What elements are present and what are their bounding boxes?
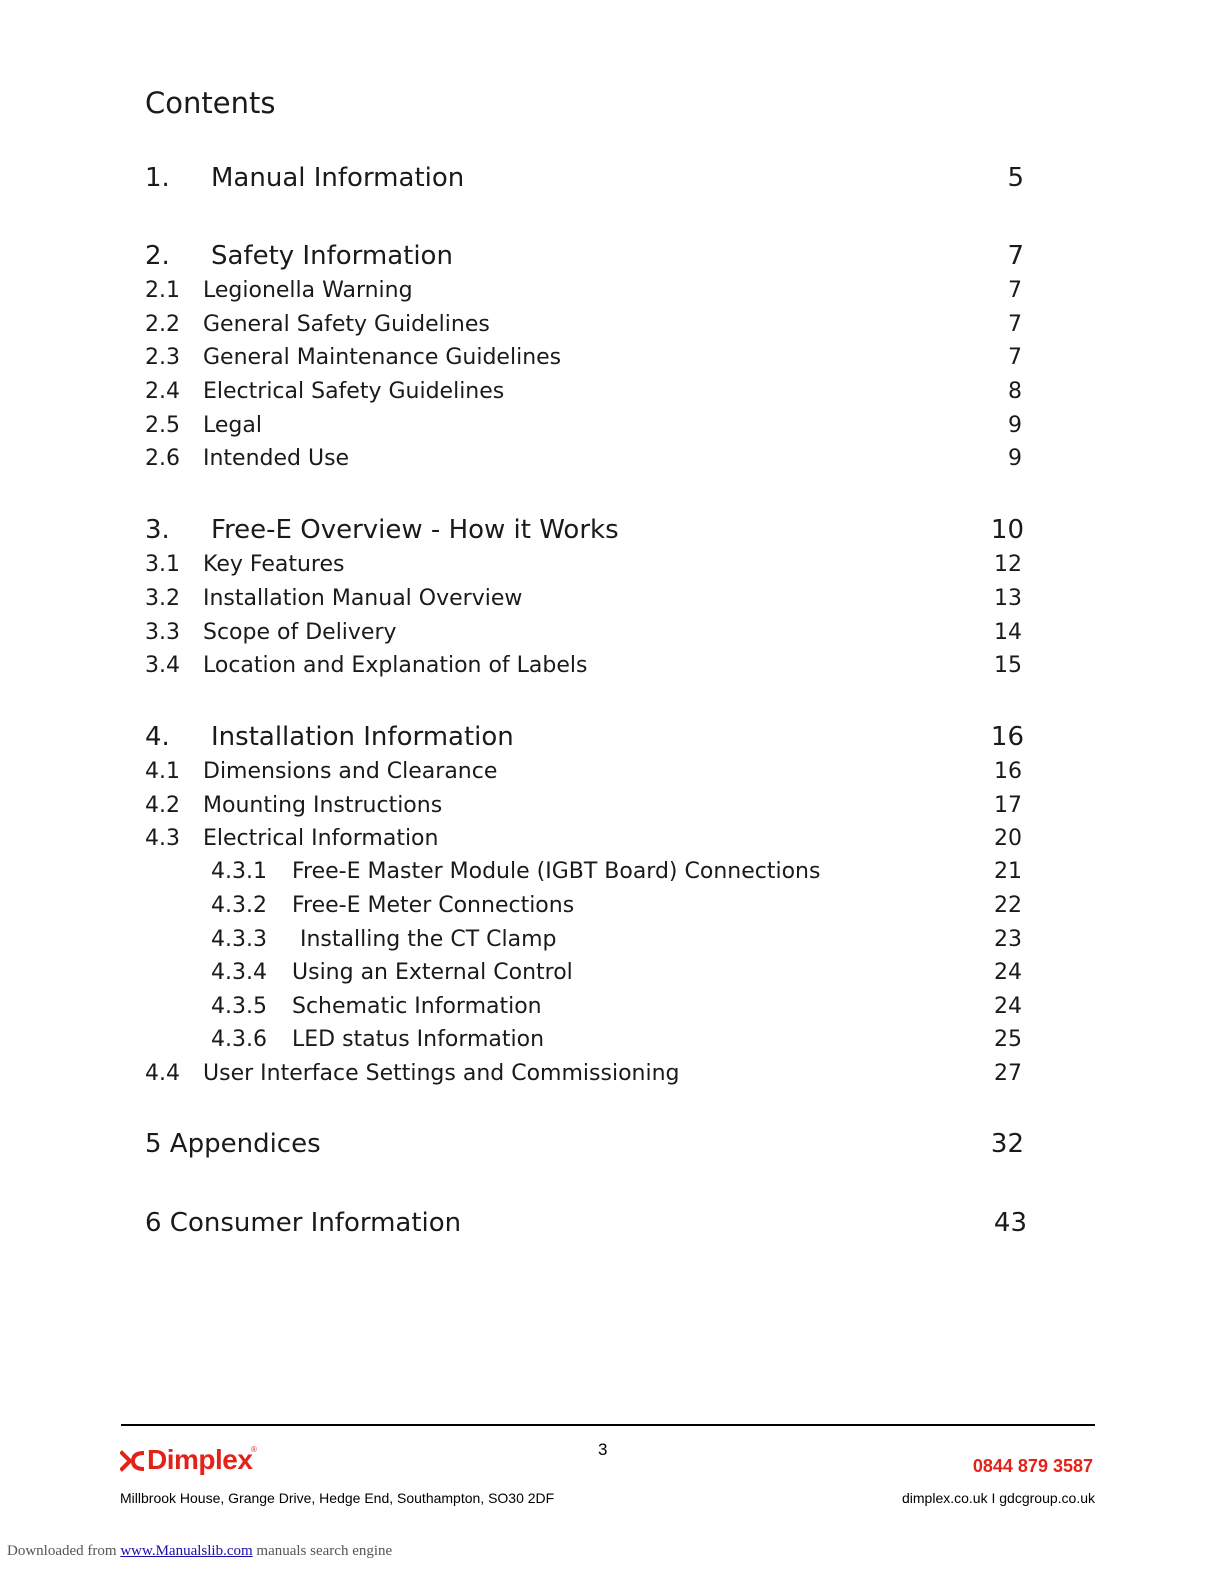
toc-page: 5 [1007, 163, 1024, 193]
toc-number: 3.4 [145, 653, 180, 678]
toc-label: Electrical Safety Guidelines [203, 379, 505, 404]
toc-entry-4-3-2[interactable] [0, 893, 1224, 927]
toc-entry-4-3-5[interactable] [0, 994, 1224, 1028]
toc-label: Safety Information [211, 241, 453, 271]
registered-mark: ® [251, 1445, 257, 1454]
download-note [7, 1543, 392, 1560]
toc-label: Legionella Warning [203, 278, 413, 303]
toc-entry-2[interactable] [0, 241, 1224, 275]
phone-number[interactable]: 0844 879 3587 [972, 1456, 1093, 1476]
toc-number: 4.2 [145, 793, 180, 818]
toc-page: 14 [994, 620, 1022, 645]
download-suffix: manuals search engine [256, 1543, 393, 1559]
toc-entry-2-1[interactable] [0, 278, 1224, 312]
toc-label: Mounting Instructions [203, 793, 443, 818]
toc-page: 16 [990, 722, 1024, 752]
toc-page: 7 [1008, 278, 1022, 303]
toc-number: 3.1 [145, 552, 180, 577]
toc-label: Installing the CT Clamp [300, 927, 557, 952]
website-links[interactable]: dimplex.co.uk I gdcgroup.co.uk [902, 1490, 1095, 1506]
toc-entry-2-4[interactable] [0, 379, 1224, 413]
toc-label: Scope of Delivery [203, 620, 397, 645]
toc-number: 3.2 [145, 586, 180, 611]
toc-page: 15 [994, 653, 1022, 678]
logo-wordmark: Dimplex [147, 1444, 253, 1475]
toc-page: 22 [994, 893, 1022, 918]
toc-number: 2.1 [145, 278, 180, 303]
toc-number: 2.6 [145, 446, 180, 471]
toc-entry-2-2[interactable] [0, 312, 1224, 346]
toc-page: 32 [990, 1129, 1024, 1159]
toc-number: 2. [145, 241, 170, 271]
toc-number: 4.3.3 [211, 927, 267, 952]
toc-number: 2.5 [145, 413, 180, 438]
toc-entry-4-3-1[interactable] [0, 859, 1224, 893]
toc-number: 4.3 [145, 826, 180, 851]
toc-number: 3. [145, 515, 170, 545]
toc-entry-2-5[interactable] [0, 413, 1224, 447]
toc-entry-3-3[interactable] [0, 620, 1224, 654]
toc-entry-3-4[interactable] [0, 653, 1224, 687]
toc-label: 5 Appendices [145, 1129, 321, 1159]
toc-entry-4-3-6[interactable] [0, 1027, 1224, 1061]
toc-label: Dimensions and Clearance [203, 759, 498, 784]
toc-entry-2-3[interactable] [0, 345, 1224, 379]
toc-label: 6 Consumer Information [145, 1208, 462, 1238]
toc-entry-4-3-3[interactable] [0, 927, 1224, 961]
toc-entry-3-2[interactable] [0, 586, 1224, 620]
toc-number: 4. [145, 722, 170, 752]
toc-number: 4.4 [145, 1061, 180, 1086]
toc-page: 9 [1008, 446, 1022, 471]
toc-page: 10 [990, 515, 1024, 545]
toc-page: 25 [994, 1027, 1022, 1052]
toc-entry-4[interactable] [0, 722, 1224, 756]
toc-label: Location and Explanation of Labels [203, 653, 588, 678]
toc-label: Using an External Control [292, 960, 573, 985]
toc-page: 7 [1008, 312, 1022, 337]
toc-entry-5[interactable] [0, 1129, 1224, 1163]
page-number: 3 [598, 1440, 608, 1459]
toc-label: LED status Information [292, 1027, 545, 1052]
toc-page: 23 [994, 927, 1022, 952]
toc-label: Free-E Meter Connections [292, 893, 575, 918]
toc-number: 2.2 [145, 312, 180, 337]
toc-entry-6[interactable] [0, 1208, 1224, 1242]
toc-number: 2.4 [145, 379, 180, 404]
toc-label: User Interface Settings and Commissioning [203, 1061, 680, 1086]
toc-label: General Maintenance Guidelines [203, 345, 562, 370]
toc-page: 12 [994, 552, 1022, 577]
toc-number: 4.1 [145, 759, 180, 784]
toc-page: 7 [1007, 241, 1024, 271]
toc-number: 4.3.6 [211, 1027, 267, 1052]
toc-number: 4.3.5 [211, 994, 267, 1019]
toc-label: Electrical Information [203, 826, 439, 851]
toc-label: Intended Use [203, 446, 350, 471]
toc-page: 17 [994, 793, 1022, 818]
toc-page: 21 [994, 859, 1022, 884]
toc-number: 1. [145, 163, 170, 193]
toc-page: 20 [994, 826, 1022, 851]
toc-label: Manual Information [211, 163, 465, 193]
toc-page: 7 [1008, 345, 1022, 370]
toc-number: 4.3.2 [211, 893, 267, 918]
toc-page: 43 [993, 1208, 1027, 1238]
toc-label: General Safety Guidelines [203, 312, 490, 337]
company-address: Millbrook House, Grange Drive, Hedge End, Southampton, SO30 2DF [120, 1490, 555, 1506]
toc-number: 4.3.1 [211, 859, 267, 884]
contents-title: Contents [145, 86, 276, 120]
toc-label: Installation Manual Overview [203, 586, 523, 611]
toc-label: Legal [203, 413, 262, 438]
toc-entry-4-3[interactable] [0, 826, 1224, 860]
toc-entry-3[interactable] [0, 515, 1224, 549]
download-prefix: Downloaded from [7, 1543, 117, 1559]
toc-number: 2.3 [145, 345, 180, 370]
toc-page: 9 [1008, 413, 1022, 438]
toc-entry-4-1[interactable] [0, 759, 1224, 793]
toc-entry-1[interactable] [0, 163, 1224, 197]
manualslib-link[interactable]: www.Manualslib.com [120, 1543, 253, 1559]
toc-page: 13 [994, 586, 1022, 611]
toc-label: Key Features [203, 552, 345, 577]
toc-entry-3-1[interactable] [0, 552, 1224, 586]
toc-page: 24 [994, 960, 1022, 985]
toc-page: 27 [994, 1061, 1022, 1086]
toc-label: Schematic Information [292, 994, 542, 1019]
toc-label: Free-E Overview - How it Works [211, 515, 619, 545]
toc-label: Free-E Master Module (IGBT Board) Connections [292, 859, 821, 884]
toc-entry-4-4[interactable] [0, 1061, 1224, 1095]
toc-page: 16 [994, 759, 1022, 784]
toc-label: Installation Information [211, 722, 514, 752]
toc-entry-4-2[interactable] [0, 793, 1224, 827]
toc-page: 8 [1008, 379, 1022, 404]
toc-entry-2-6[interactable] [0, 446, 1224, 480]
toc-entry-4-3-4[interactable] [0, 960, 1224, 994]
footer-divider [121, 1424, 1095, 1426]
toc-number: 3.3 [145, 620, 180, 645]
toc-number: 4.3.4 [211, 960, 267, 985]
toc-page: 24 [994, 994, 1022, 1019]
